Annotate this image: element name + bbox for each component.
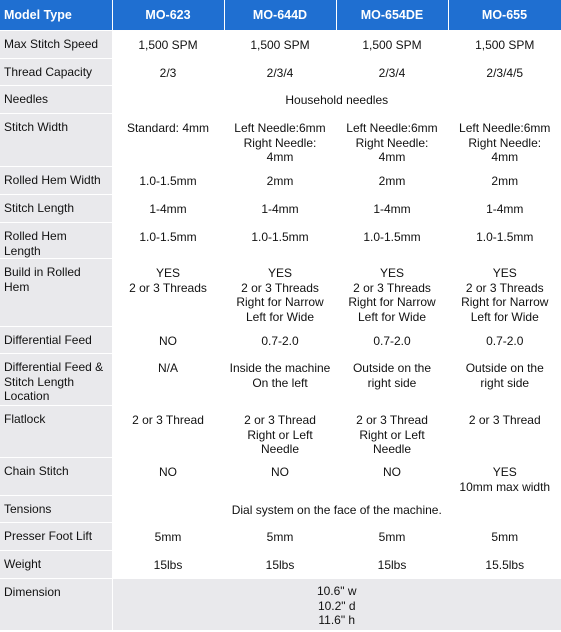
value-cell: 0.7-2.0 [336, 327, 448, 354]
value-cell: 2mm [448, 167, 561, 195]
value-cell: 1.0-1.5mm [112, 223, 224, 259]
value-cell: Left Needle:6mm Right Needle: 4mm [224, 114, 336, 167]
spanning-value-cell: Household needles [112, 86, 561, 114]
table-row [0, 354, 561, 406]
value-cell: 5mm [112, 523, 224, 551]
row-label: Max Stitch Speed [0, 31, 112, 59]
row-label: Rolled Hem Width [0, 167, 112, 195]
value-cell: Standard: 4mm [112, 114, 224, 167]
row-label: Rolled Hem Length [0, 223, 112, 259]
row-label: Chain Stitch [0, 458, 112, 496]
value-cell: 2/3 [112, 59, 224, 86]
value-cell: 1,500 SPM [112, 31, 224, 59]
row-label: Stitch Length [0, 195, 112, 223]
dimension-value-cell: 10.6" w 10.2" d 11.6" h [112, 579, 561, 631]
value-cell: 15lbs [224, 551, 336, 579]
value-cell: 2/3/4 [224, 59, 336, 86]
table-row [0, 223, 561, 259]
table-row [0, 31, 561, 59]
value-cell: 2/3/4 [336, 59, 448, 86]
table-row [0, 167, 561, 195]
table-row [0, 496, 561, 523]
value-cell: 2 or 3 Thread [112, 406, 224, 458]
value-cell: 1.0-1.5mm [448, 223, 561, 259]
value-cell: YES 2 or 3 Threads Right for Narrow Left for Wide [448, 259, 561, 327]
value-cell: 2/3/4/5 [448, 59, 561, 86]
table-row [0, 195, 561, 223]
row-label: Presser Foot Lift [0, 523, 112, 551]
table-row [0, 458, 561, 496]
table-row [0, 86, 561, 114]
value-cell: NO [336, 458, 448, 496]
value-cell: 1-4mm [336, 195, 448, 223]
table-row [0, 327, 561, 354]
row-label: Differential Feed [0, 327, 112, 354]
row-label: Dimension [0, 579, 112, 631]
value-cell: 1,500 SPM [448, 31, 561, 59]
value-cell: 15lbs [336, 551, 448, 579]
value-cell: 2mm [336, 167, 448, 195]
header-mo-623: MO-623 [112, 0, 224, 31]
value-cell: 1-4mm [448, 195, 561, 223]
value-cell: YES 10mm max width [448, 458, 561, 496]
header-mo-644d: MO-644D [224, 0, 336, 31]
value-cell: 1,500 SPM [224, 31, 336, 59]
header-model-type: Model Type [0, 0, 112, 31]
table-row [0, 406, 561, 458]
header-mo-654de: MO-654DE [336, 0, 448, 31]
value-cell: 15lbs [112, 551, 224, 579]
value-cell: 0.7-2.0 [448, 327, 561, 354]
value-cell: 1.0-1.5mm [224, 223, 336, 259]
table-row [0, 523, 561, 551]
spec-table-body [0, 31, 561, 631]
value-cell: N/A [112, 354, 224, 406]
spanning-value-cell: Dial system on the face of the machine. [112, 496, 561, 523]
row-label: Weight [0, 551, 112, 579]
value-cell: 1.0-1.5mm [336, 223, 448, 259]
value-cell: Outside on the right side [448, 354, 561, 406]
value-cell: 1.0-1.5mm [112, 167, 224, 195]
value-cell: 2 or 3 Thread Right or Left Needle [336, 406, 448, 458]
value-cell: Inside the machine On the left [224, 354, 336, 406]
value-cell: Left Needle:6mm Right Needle: 4mm [336, 114, 448, 167]
row-label: Needles [0, 86, 112, 114]
table-row [0, 59, 561, 86]
header-mo-655: MO-655 [448, 0, 561, 31]
value-cell: YES 2 or 3 Threads Right for Narrow Left for Wide [224, 259, 336, 327]
value-cell: 2 or 3 Thread Right or Left Needle [224, 406, 336, 458]
table-row [0, 551, 561, 579]
row-label: Flatlock [0, 406, 112, 458]
value-cell: NO [112, 458, 224, 496]
row-label: Tensions [0, 496, 112, 523]
table-row [0, 579, 561, 631]
value-cell: 1-4mm [224, 195, 336, 223]
value-cell: 5mm [336, 523, 448, 551]
row-label: Differential Feed & Stitch Length Location [0, 354, 112, 406]
value-cell: 5mm [448, 523, 561, 551]
value-cell: 1,500 SPM [336, 31, 448, 59]
value-cell: Outside on the right side [336, 354, 448, 406]
value-cell: 15.5lbs [448, 551, 561, 579]
value-cell: NO [224, 458, 336, 496]
header-row [0, 0, 561, 31]
value-cell: Left Needle:6mm Right Needle: 4mm [448, 114, 561, 167]
value-cell: 2 or 3 Thread [448, 406, 561, 458]
row-label: Thread Capacity [0, 59, 112, 86]
row-label: Stitch Width [0, 114, 112, 167]
value-cell: 0.7-2.0 [224, 327, 336, 354]
value-cell: NO [112, 327, 224, 354]
table-row [0, 114, 561, 167]
value-cell: 1-4mm [112, 195, 224, 223]
table-row [0, 259, 561, 327]
value-cell: YES 2 or 3 Threads Right for Narrow Left for Wide [336, 259, 448, 327]
row-label: Build in Rolled Hem [0, 259, 112, 327]
value-cell: YES 2 or 3 Threads [112, 259, 224, 327]
value-cell: 2mm [224, 167, 336, 195]
value-cell: 5mm [224, 523, 336, 551]
